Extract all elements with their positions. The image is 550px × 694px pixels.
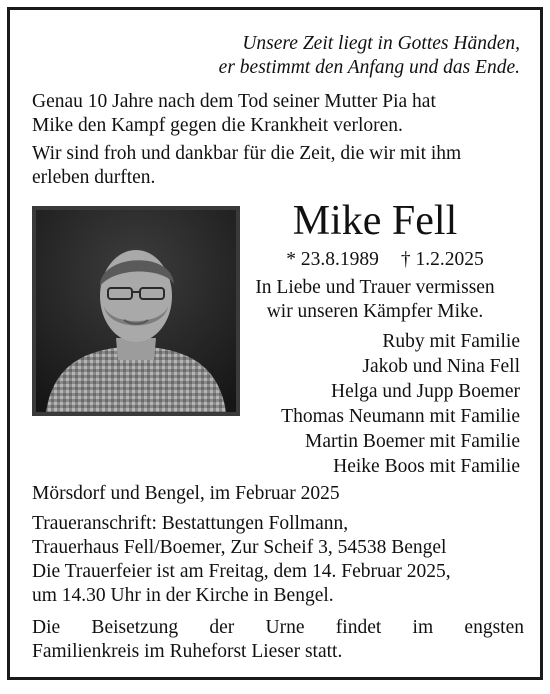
thanks-line: Wir sind froh und dankbar für die Zeit, die wir mit ihm <box>32 143 462 164</box>
mourner-item: Martin Boemer mit Familie <box>304 431 520 452</box>
funeral-line: Die Trauerfeier ist am Freitag, dem 14. Februar 2025, <box>32 561 451 582</box>
funeral-details <box>32 482 524 664</box>
urn-line: Die Beisetzung der Urne findet im engsten <box>32 617 524 638</box>
mourning-text <box>250 276 500 324</box>
mourner-item: Heike Boos mit Familie <box>333 456 520 477</box>
funeral-line: um 14.30 Uhr in der Kirche in Bengel. <box>32 585 334 606</box>
birth-date: * 23.8.1989 <box>286 249 379 270</box>
motto <box>219 32 520 80</box>
portrait-image <box>36 210 236 412</box>
mourning-line: wir unseren Kämpfer Mike. <box>266 301 484 322</box>
thanks-paragraph <box>32 142 524 190</box>
intro-line: Mike den Kampf gegen die Krankheit verloren. <box>32 115 403 136</box>
mourner-item: Jakob und Nina Fell <box>362 356 520 377</box>
mourner-list <box>281 329 520 479</box>
deceased-name: Mike Fell <box>292 198 458 244</box>
address-line: Traueranschrift: Bestattungen Follmann, <box>32 513 349 534</box>
intro-paragraph <box>32 90 524 138</box>
death-date: † 1.2.2025 <box>400 249 484 270</box>
obituary-notice <box>7 7 543 680</box>
life-dates <box>250 248 520 272</box>
place-date: Mörsdorf und Bengel, im Februar 2025 <box>32 483 340 504</box>
address-line: Trauerhaus Fell/Boemer, Zur Scheif 3, 54538 Bengel <box>32 537 447 558</box>
portrait-photo <box>32 206 240 416</box>
mourner-item: Ruby mit Familie <box>382 331 520 352</box>
mourning-line: In Liebe und Trauer vermissen <box>255 277 495 298</box>
urn-line: Familienkreis im Ruheforst Lieser statt. <box>32 641 343 662</box>
mourner-item: Helga und Jupp Boemer <box>330 381 520 402</box>
mourner-item: Thomas Neumann mit Familie <box>281 406 520 427</box>
intro-line: Genau 10 Jahre nach dem Tod seiner Mutter Pia hat <box>32 91 436 112</box>
motto-line: er bestimmt den Anfang und das Ende. <box>218 57 520 78</box>
thanks-line: erleben durften. <box>32 167 156 188</box>
motto-line: Unsere Zeit liegt in Gottes Händen, <box>242 33 520 54</box>
